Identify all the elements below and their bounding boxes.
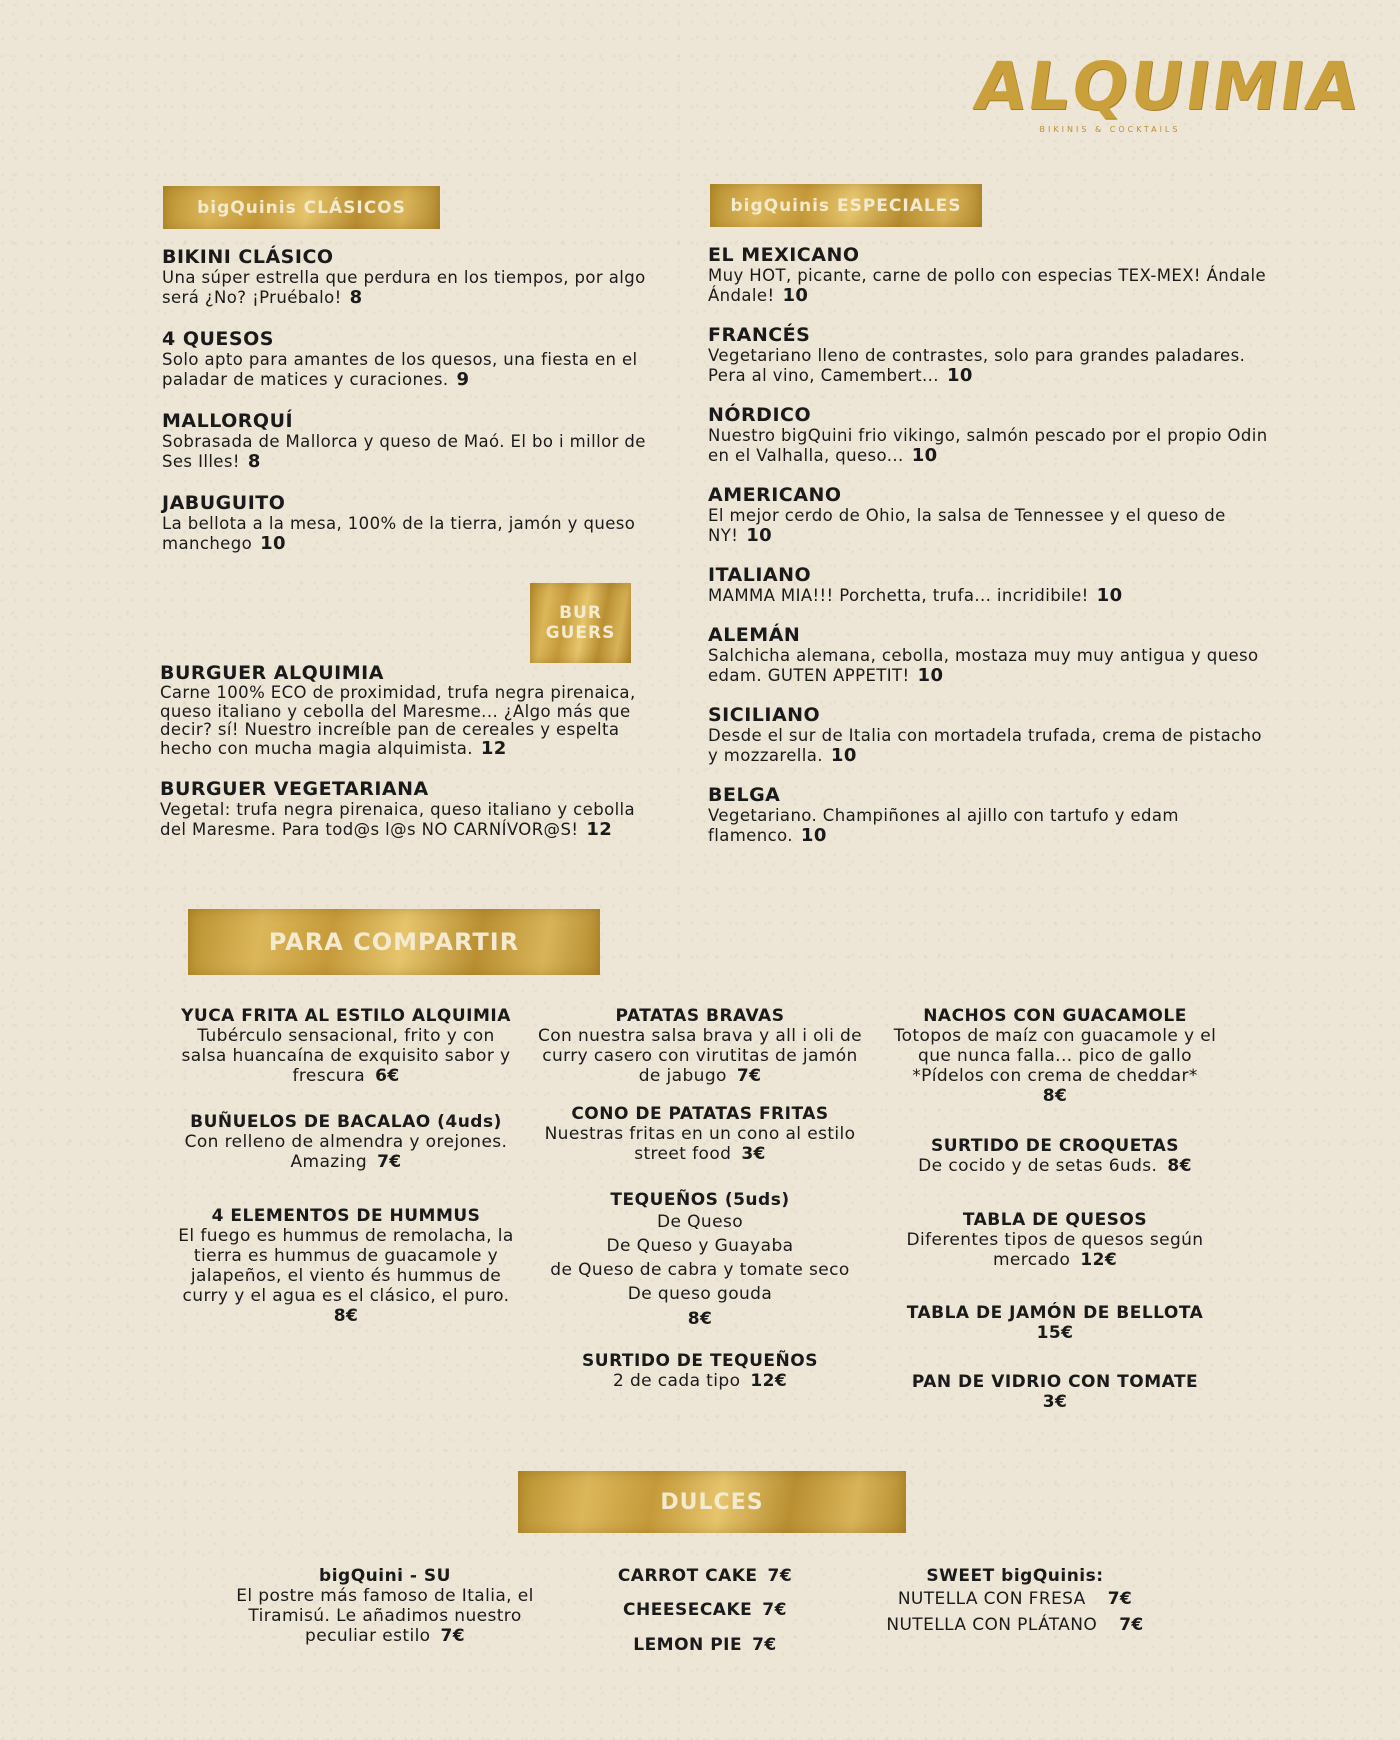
item-desc: Nuestro bigQuini frio vikingo, salmón pescado por el propio Odin en el Valhalla, queso...	[708, 426, 1268, 465]
share-item	[530, 1006, 870, 1086]
dulces-heading: DULCES	[518, 1471, 906, 1533]
item-name: AMERICANO	[708, 484, 842, 506]
item-price: 8€	[1167, 1156, 1192, 1176]
compartir-heading: PARA COMPARTIR	[188, 909, 600, 975]
item-name: PATATAS BRAVAS	[615, 1006, 785, 1026]
item-desc-line: De Queso y Guayaba	[606, 1236, 794, 1256]
item-price: 10	[260, 533, 286, 554]
item-note: *Pídelos con crema de cheddar*	[912, 1066, 1198, 1086]
menu-item	[708, 324, 1268, 386]
item-desc: Nuestras fritas en un cono al estilo street food	[544, 1124, 856, 1164]
item-name: TABLA DE JAMÓN DE BELLOTA	[906, 1303, 1204, 1323]
item-name: CHEESECAKE	[623, 1600, 753, 1620]
item-name: 4 QUESOS	[162, 328, 274, 350]
item-name: CONO DE PATATAS FRITAS	[571, 1104, 829, 1124]
share-item	[176, 1006, 516, 1086]
item-name: SURTIDO DE CROQUETAS	[931, 1136, 1179, 1156]
menu-item	[160, 662, 650, 758]
share-item	[530, 1351, 870, 1391]
item-name: TEQUEÑOS (5uds)	[610, 1190, 790, 1210]
item-desc: El fuego es hummus de remolacha, la tierra es hummus de guacamole y jalapeños, el viento és hummus de curry y el agua es el clásico, el puro.	[178, 1226, 514, 1306]
item-name: MALLORQUÍ	[162, 410, 294, 432]
item-desc: De cocido y de setas 6uds.	[918, 1156, 1158, 1176]
item-price: 12	[586, 819, 613, 840]
share-item	[530, 1104, 870, 1164]
item-name: FRANCÉS	[708, 324, 811, 346]
item-name: NÓRDICO	[708, 404, 812, 426]
item-price: 10	[782, 285, 809, 306]
item-price: 10	[946, 365, 973, 386]
item-price: 7€	[762, 1600, 787, 1620]
item-desc: Vegetariano lleno de contrastes, solo para grandes paladares. Pera al vino, Camembert...	[708, 346, 1246, 385]
item-price: 7€	[440, 1626, 465, 1646]
item-desc-line: De Queso	[656, 1212, 744, 1232]
menu-item	[162, 246, 662, 308]
item-desc: Vegetariano. Champiñones al ajillo con tartufo y edam flamenco.	[708, 806, 1179, 845]
item-price: 10	[1096, 585, 1123, 606]
item-option: NUTELLA CON FRESA	[897, 1589, 1086, 1609]
item-desc: El mejor cerdo de Ohio, la salsa de Tennessee y el queso de NY!	[708, 506, 1226, 545]
item-price: 6€	[375, 1066, 400, 1086]
item-desc: Salchicha alemana, cebolla, mostaza muy muy antigua y queso edam. GUTEN APPETIT!	[708, 646, 1259, 685]
item-desc: MAMMA MIA!!! Porchetta, trufa... incridibile!	[708, 586, 1089, 605]
item-price: 9	[456, 369, 470, 390]
item-price: 7€	[752, 1635, 777, 1655]
item-name: BURGUER ALQUIMIA	[160, 662, 384, 684]
item-desc-line: De queso gouda	[627, 1284, 773, 1304]
item-price: 10	[800, 825, 827, 846]
item-desc: Solo apto para amantes de los quesos, una fiesta en el paladar de matices y curaciones.	[162, 350, 638, 389]
item-name: JABUGUITO	[162, 492, 286, 514]
item-price: 10	[830, 745, 857, 766]
item-name: NACHOS CON GUACAMOLE	[923, 1006, 1187, 1026]
dessert-item	[230, 1566, 540, 1646]
item-price: 12	[480, 737, 507, 759]
item-desc: Con relleno de almendra y orejones. Amazing	[184, 1132, 508, 1172]
clasicos-heading: bigQuinis CLÁSICOS	[163, 186, 440, 229]
menu-item	[708, 624, 1268, 686]
item-price: 8	[247, 451, 261, 472]
item-name: TABLA DE QUESOS	[962, 1210, 1148, 1230]
brand-tagline: BIKINIS & COCKTAILS	[1039, 125, 1181, 134]
item-desc: Vegetal: trufa negra pirenaica, queso italiano y cebolla del Maresme. Para tod@s l@s NO CARNÍVOR@S!	[160, 800, 636, 839]
menu-item	[160, 778, 650, 840]
item-desc: Tubérculo sensacional, frito y con salsa huancaína de exquisito sabor y frescura	[181, 1026, 511, 1086]
item-desc: El postre más famoso de Italia, el Tiramisú. Le añadimos nuestro peculiar estilo	[236, 1586, 534, 1646]
dessert-item	[560, 1635, 850, 1655]
share-item	[890, 1372, 1220, 1412]
item-desc: Con nuestra salsa brava y all i oli de curry casero con virutitas de jamón de jabugo	[537, 1026, 863, 1086]
share-item	[176, 1206, 516, 1326]
item-name: BURGUER VEGETARIANA	[160, 778, 429, 800]
item-name: ITALIANO	[708, 564, 812, 586]
item-name: SURTIDO DE TEQUEÑOS	[582, 1351, 818, 1371]
item-price: 8€	[687, 1309, 713, 1329]
item-price: 7€	[377, 1152, 402, 1172]
item-price: 7€	[736, 1066, 762, 1086]
menu-item	[708, 484, 1273, 546]
share-item	[530, 1190, 870, 1332]
share-item	[890, 1136, 1220, 1176]
item-name: ALEMÁN	[708, 624, 801, 646]
menu-item	[708, 404, 1268, 466]
item-price: 8	[349, 287, 363, 308]
item-desc: Carne 100% ECO de proximidad, trufa negra pirenaica, queso italiano y cebolla del Maresme... ¿Algo más que decir? sí! Nuestro increíble pan de cereales y espelta hecho con mucha magia alquimista.	[160, 683, 636, 758]
item-desc: Muy HOT, picante, carne de pollo con especias TEX-MEX! Ándale Ándale!	[708, 266, 1267, 305]
dessert-item	[560, 1600, 850, 1620]
item-desc: Totopos de maíz con guacamole y el que nunca falla... pico de gallo	[893, 1026, 1217, 1066]
brand-name: ALQUIMIA	[969, 48, 1366, 125]
item-name: SWEET bigQuinis:	[926, 1566, 1104, 1586]
dessert-item	[870, 1566, 1160, 1638]
share-item	[890, 1210, 1220, 1270]
item-desc: Sobrasada de Mallorca y queso de Maó. El bo i millor de Ses Illes!	[162, 432, 646, 471]
item-name: EL MEXICANO	[708, 244, 860, 266]
item-name: YUCA FRITA AL ESTILO ALQUIMIA	[181, 1006, 511, 1026]
item-price: 7€	[1119, 1615, 1144, 1635]
item-price: 10	[746, 525, 773, 546]
item-price: 7€	[767, 1566, 793, 1586]
item-price: 3€	[1042, 1392, 1068, 1412]
menu-item	[162, 328, 662, 390]
item-price: 3€	[741, 1144, 766, 1164]
item-desc: 2 de cada tipo	[612, 1371, 741, 1391]
item-price: 10	[911, 445, 938, 466]
item-name: LEMON PIE	[633, 1635, 743, 1655]
menu-item	[708, 704, 1273, 766]
item-desc: Diferentes tipos de quesos según mercado	[906, 1230, 1204, 1270]
item-name: BELGA	[708, 784, 781, 806]
item-option: NUTELLA CON PLÁTANO	[886, 1615, 1098, 1635]
item-price: 7€	[1107, 1589, 1133, 1609]
menu-item	[162, 410, 662, 472]
item-name: SICILIANO	[708, 704, 821, 726]
especiales-heading: bigQuinis ESPECIALES	[710, 184, 982, 227]
burgers-heading-line1: BUR	[559, 603, 602, 623]
item-price: 15€	[1036, 1323, 1074, 1343]
item-name: BIKINI CLÁSICO	[162, 246, 334, 268]
menu-item	[708, 784, 1228, 846]
item-name: bigQuini - SU	[319, 1566, 451, 1586]
menu-item	[162, 492, 662, 554]
item-name: 4 ELEMENTOS DE HUMMUS	[211, 1206, 481, 1226]
item-price: 12€	[750, 1371, 788, 1391]
item-desc: Desde el sur de Italia con mortadela trufada, crema de pistacho y mozzarella.	[708, 726, 1262, 765]
share-item	[890, 1303, 1220, 1343]
item-price: 8€	[333, 1306, 359, 1326]
item-desc: Una súper estrella que perdura en los tiempos, por algo será ¿No? ¡Pruébalo!	[162, 268, 646, 307]
menu-item	[708, 564, 1268, 606]
item-price: 10	[917, 665, 944, 686]
item-desc: La bellota a la mesa, 100% de la tierra, jamón y queso manchego	[162, 514, 636, 553]
dessert-item	[560, 1566, 850, 1586]
item-desc-line: de Queso de cabra y tomate seco	[550, 1260, 850, 1280]
item-name: CARROT CAKE	[617, 1566, 758, 1586]
menu-item	[708, 244, 1268, 306]
burgers-heading	[530, 583, 631, 663]
item-name: PAN DE VIDRIO CON TOMATE	[911, 1372, 1199, 1392]
brand-logo	[969, 48, 1366, 134]
item-price: 8€	[1042, 1086, 1068, 1106]
share-item	[890, 1006, 1220, 1106]
burgers-heading-line2: GUERS	[545, 623, 616, 643]
share-item	[176, 1112, 516, 1172]
item-price: 12€	[1080, 1250, 1118, 1270]
item-name: BUÑUELOS DE BACALAO (4uds)	[190, 1112, 502, 1132]
